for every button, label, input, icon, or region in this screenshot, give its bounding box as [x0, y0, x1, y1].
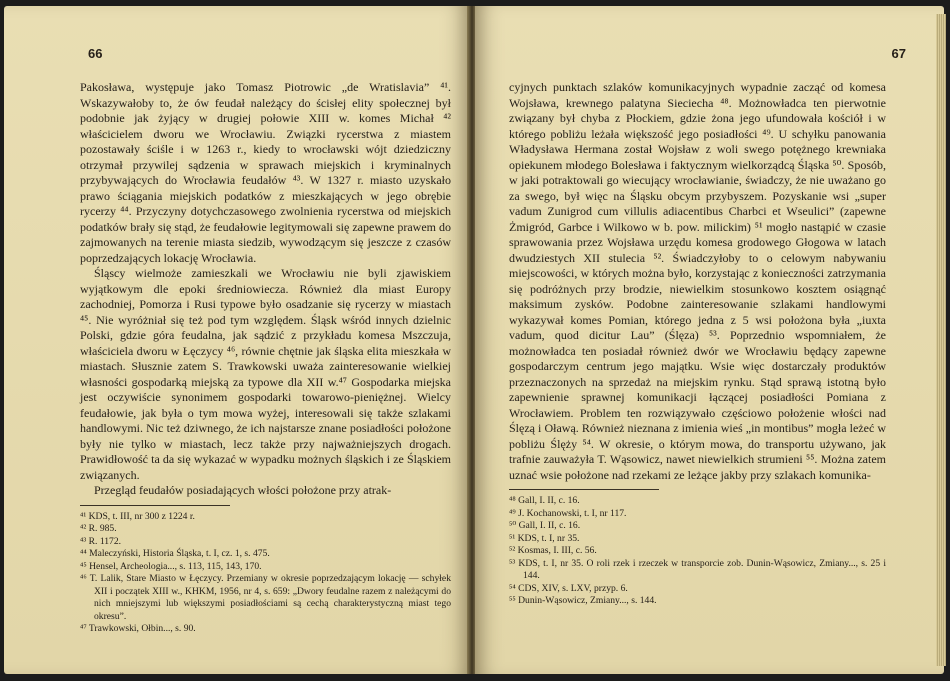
- footnote-46: ⁴⁶ T. Lalik, Stare Miasto w Łęczycy. Przemiany w okresie poprzedzającym lokację — schyłek XII i początek XIII w., KHKM, 1956, nr 4, s. 659: „Dwory feudalne razem z należącymi do nich mniejszymi lub większymi posiadłościami są cechą charakterystyczną miast tego okresu”.: [80, 573, 451, 622]
- footnote-45: ⁴⁵ Hensel, Archeologia..., s. 113, 115, 143, 170.: [80, 560, 262, 572]
- right-body-text: [509, 80, 886, 483]
- footnote-43: ⁴³ R. 1172.: [80, 535, 122, 547]
- footnote-55: ⁵⁵ Dunin-Wąsowicz, Zmiany..., s. 144.: [509, 595, 657, 606]
- footnote-51: ⁵¹ KDS, t. I, nr 35.: [509, 532, 580, 544]
- footnote-rule-right: [509, 489, 659, 490]
- right-page: [475, 6, 944, 674]
- right-footnotes: [509, 495, 886, 608]
- footnote-48: ⁴⁸ Gall, I. II, c. 16.: [509, 495, 580, 506]
- page-number-right: 67: [891, 46, 906, 61]
- footnote-53: ⁵³ KDS, t. I, nr 35. O roli rzek i rzeczek w transporcie zob. Dunin-Wąsowicz, Zmiany..., s. 25 i 144.: [509, 557, 886, 581]
- footnote-47: ⁴⁷ Trawkowski, Ołbin..., s. 90.: [80, 623, 196, 634]
- footnote-41: ⁴¹ KDS, t. III, nr 300 z 1224 r.: [80, 510, 195, 522]
- page-edges: [936, 14, 946, 666]
- footnote-49: ⁴⁹ J. Kochanowski, t. I, nr 117.: [509, 507, 627, 519]
- footnote-42: ⁴² R. 985.: [80, 523, 117, 534]
- left-paragraph-1: Pakosława, występuje jako Tomasz Piotrowic „de Wratislavia” ⁴¹. Wskazywałoby to, że ów feudał należący do ścisłej elity społecznej był podobnie jak żyjący w drugiej połowie XIII w. komes Michał ⁴² właścicielem dworu we Wrocławiu. Związki rycerstwa z miastem pozostawały ściśle i w 1263 r., kiedy to wrocławski wójt dziedziczny otrzymał przywilej sądzenia w sprawach miejskich i kryminalnych przybywających do Wrocławia feudałów ⁴³. W 1327 r. miasto uzyskało prawo ściągania miejskich podatków z mieszkających w jego obrębie rycerzy ⁴⁴. Przyczyny dotychczasowego zwolnienia rycerstwa od miejskich podatków brały się stąd, że feudałowie legitymowali się zapewne prawem do zajmowanych na terenie miasta siedzib, wywodzącym się jeszcze z czasów poprzedzających lokację Wrocławia.: [80, 80, 451, 265]
- footnote-44: ⁴⁴ Maleczyński, Historia Śląska, t. I, cz. 1, s. 475.: [80, 548, 270, 559]
- open-book: [4, 6, 944, 674]
- left-page: [4, 6, 469, 674]
- left-paragraph-2: Śląscy wielmoże zamieszkali we Wrocławiu nie byli zjawiskiem wyjątkowym dle epoki średniowiecza. Również dla miast Europy zachodniej, Pomorza i Rusi typowe było osadzanie się rycerzy w miastach ⁴⁵. Nie wyróżniał się też pod tym względem. Śląsk wśród innych dzielnic Polski, gdzie góra feudalna, jak sądzić z przykładu komesa Mszczuja, właściciela dworu w Łęczycy ⁴⁶, równie chętnie jak śląska elita mieszkała w miastach. Słusznie zatem S. Trawkowski uważa zainteresowanie wielkiej własności gospodarką miejską za typowe dla XII w.⁴⁷ Gospodarka miejska jest oczywiście synonimem gospodarki towarowo-pieniężnej. Wielcy feudałowie, jak była o tym mowa wyżej, interesowali się także szlakami handlowymi. Nic też dziwnego, że ich najstarsze znane posiadłości położone były nie tylko w miastach, lecz także przy najważniejszych drogach. Prawidłowość ta da się wykazać w wypadku możnych śląskich i ze Śląskiem związanych.: [80, 266, 451, 482]
- footnote-52: ⁵² Kosmas, I. III, c. 56.: [509, 545, 597, 556]
- footnote-54: ⁵⁴ CDS, XIV, s. LXV, przyp. 6.: [509, 582, 628, 594]
- right-paragraph-1: cyjnych punktach szlaków komunikacyjnych wypadnie zacząć od komesa Wojsława, krewnego palatyna Sieciecha ⁴⁸. Możnowładca ten pierwotnie związany był chyba z Płockiem, gdzie żona jego ufundowała kościół i w którego pobliżu leżała większość jego posiadłości ⁴⁹. U schyłku panowania Władysława Hermana został Wojsław z woli swego potężnego krewniaka opiekunem młodego Bolesława i faktycznym wielkorządcą Śląska ⁵⁰. Sposób, w jaki potraktowali go wiecujący wrocławianie, świadczy, że nie uważano go za swego, był więc na Śląsku obcym przybyszem. Pozyskanie wsi „super vadum Zunigrod cum villulis adiacentibus Charbci et Wseulici” (zapewne Żmigród, Garbce i Wilkowo w b. pow. milickim) ⁵¹ mogło nastąpić w czasie sprawowania przez Wojsława urzędu komesa grodowego Głogowa w latach dwudziestych XII stulecia ⁵². Świadczyłoby to o celowym nabywaniu miejscowości, w których można było, korzystając z konieczności zatrzymania się podróżnych przy brodzie, niewielkim stosunkowo kosztem osiągnąć maksimum zysków. Podobne zainteresowanie szlakami handlowymi wykazywał komes Pomian, którego jedna z 5 wsi położona była „iuxta vadum, quod dicitur Lau” (Ślęza) ⁵³. Poprzednio wspomniałem, że możnowładca ten posiadał również dwór we Wrocławiu będący zapewne gospodarczym centrum jego majątku. Wsie więc dostarczały produktów przeznaczonych na sprzedaż na miejskim rynku. Stąd sprawą istotną było zapewnienie sprawnej komunikacji łączącej posiadłości Pomiana z Wrocławiem. Problem ten rozwiązywało częściowo położenie włości nad Ślęzą i Oławą. Również nieznana z imienia wieś „in montibus” mogła leżeć w pobliżu Ślęży ⁵⁴. W okresie, o którym mowa, do transportu używano, jak trafnie zauważyła T. Wąsowicz, nawet niewielkich strumieni ⁵⁵. Można zatem uznać wsie położone nad rzekami ze leżące jakby przy szlakach komunika-: [509, 80, 886, 482]
- footnote-50: ⁵⁰ Gall, I. II, c. 16.: [509, 520, 581, 531]
- left-footnotes: [80, 511, 451, 636]
- footnote-rule-left: [80, 505, 230, 506]
- left-body-text: [80, 80, 451, 499]
- page-number-left: 66: [88, 46, 103, 61]
- left-paragraph-3: Przegląd feudałów posiadających włości położone przy atrak-: [94, 483, 392, 497]
